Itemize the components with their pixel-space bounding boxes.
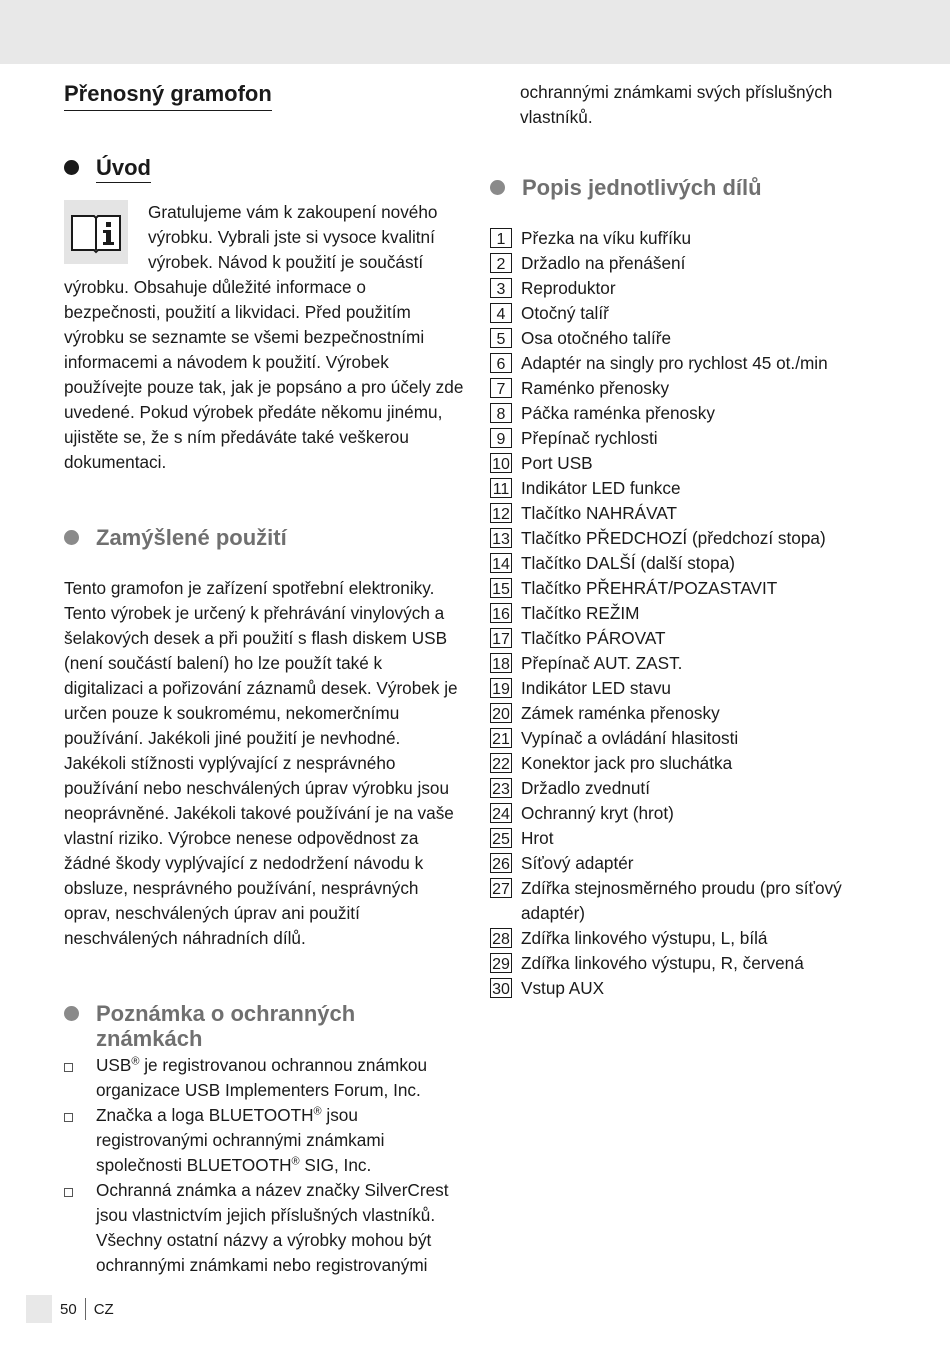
part-number: 23 [490,778,512,798]
part-label: Osa otočného talíře [521,328,672,348]
part-number: 19 [490,678,512,698]
intro-section [64,200,464,475]
parts-heading: Popis jednotlivých dílů [490,175,900,200]
part-item [490,601,900,626]
part-number: 28 [490,928,512,948]
part-label: Tlačítko DALŠÍ (další stopa) [521,553,735,573]
part-label: Přezka na víku kufříku [521,228,692,248]
part-label: Přepínač AUT. ZAST. [521,653,683,673]
part-label: Tlačítko PÁROVAT [521,628,666,648]
part-item [490,676,900,701]
language-code: CZ [93,1300,114,1318]
bullet-dot-icon [64,160,79,175]
left-column [64,80,464,1278]
part-label: Tlačítko PŘEHRÁT/POZASTAVIT [521,578,778,598]
part-item [490,301,900,326]
part-number: 21 [490,728,512,748]
part-label: Adaptér na singly pro rychlost 45 ot./min [521,353,828,373]
part-number: 4 [490,303,512,323]
part-item [490,851,900,876]
part-label: Držadlo zvednutí [521,778,650,798]
part-label: Hrot [521,828,554,848]
part-item [490,551,900,576]
top-band [0,0,950,64]
part-number: 17 [490,628,512,648]
part-number: 2 [490,253,512,273]
part-item [490,751,900,776]
part-number: 20 [490,703,512,723]
trademarks-heading: Poznámka o ochranných známkách [64,1001,464,1051]
part-number: 10 [490,453,512,473]
part-item [490,876,900,926]
intro-text: Gratulujeme vám k zakoupení nového výrobku. Vybrali jste si vysoce kvalitní výrobek. Návod k použití je součástí výrobku. Obsahuje důležité informace o bezpečnosti, použití a likvidaci. Před použitím výrobku se seznamte se všemi bezpečnostními informacemi a návodem k použití. Výrobek používejte pouze tak, jak je popsáno a pro účely zde uvedené. Pokud výrobek předáte někomu jinému, ujistěte se, že s ním předáváte také veškerou dokumentaci. [64,202,464,472]
part-number: 18 [490,653,512,673]
part-number: 9 [490,428,512,448]
part-number: 15 [490,578,512,598]
part-number: 5 [490,328,512,348]
part-number: 7 [490,378,512,398]
part-number: 24 [490,803,512,823]
bullet-dot-icon [64,530,79,545]
bullet-square-icon [64,1113,73,1122]
part-item [490,226,900,251]
intended-use-text: Tento gramofon je zařízení spotřební elektroniky. Tento výrobek je určený k přehrávání vinylových a šelakových desek a při použití s flash diskem USB (není součástí balení) ho lze použít také k digitalizaci a pořizování záznamů desek. Výrobek je určen pouze k soukromému, nekomerčnímu používání. Jakékoli jiné použití je nevhodné. Jakékoli stížnosti vyplývající z nesprávného používání nebo neschválených úprav výrobku jsou neoprávněné. Jakékoli takové používání je na vaše vlastní riziko. Výrobce nenese odpovědnost za žádné škody vyplývající z nedodržení návodu k obsluze, nesprávného používání, nesprávných oprav, neschválených úprav ani použití neschválených náhradních dílů. [64,578,458,948]
part-item [490,426,900,451]
part-number: 3 [490,278,512,298]
part-item [490,251,900,276]
part-item [490,626,900,651]
part-item [490,501,900,526]
part-item [490,651,900,676]
part-item [490,576,900,601]
part-item [490,801,900,826]
part-number: 1 [490,228,512,248]
part-number: 29 [490,953,512,973]
part-label: Držadlo na přenášení [521,253,686,273]
part-item [490,351,900,376]
part-label: Indikátor LED funkce [521,478,681,498]
part-label: Indikátor LED stavu [521,678,671,698]
bullet-square-icon [64,1188,73,1197]
part-label: Přepínač rychlosti [521,428,658,448]
part-number: 26 [490,853,512,873]
part-number: 27 [490,878,512,898]
part-item [490,951,900,976]
part-number: 22 [490,753,512,773]
part-number: 25 [490,828,512,848]
part-number: 8 [490,403,512,423]
bullet-dot-icon [490,180,505,195]
part-label: Zdířka linkového výstupu, L, bílá [521,928,768,948]
part-label: Tlačítko NAHRÁVAT [521,503,677,523]
part-item [490,726,900,751]
part-label: Raménko přenosky [521,378,670,398]
right-column [490,80,900,1001]
part-label: Síťový adaptér [521,853,634,873]
intended-use-heading: Zamýšlené použití [64,525,464,550]
part-item [490,476,900,501]
bullet-dot-icon [64,1006,79,1021]
part-label: Ochranný kryt (hrot) [521,803,674,823]
part-number: 30 [490,978,512,998]
part-label: Reproduktor [521,278,616,298]
trademarks-continuation: ochrannými známkami svých příslušných vlastníků. [520,82,833,127]
page-number: 50 [60,1300,77,1318]
part-label: Konektor jack pro sluchátka [521,753,733,773]
list-item: USB® je registrovanou ochrannou známkou organizace USB Implementers Forum, Inc. [64,1053,464,1103]
part-label: Zdířka stejnosměrného proudu (pro síťový adaptér) [521,878,842,923]
parts-list [490,226,900,1001]
part-number: 13 [490,528,512,548]
page-footer [26,1295,114,1323]
part-number: 12 [490,503,512,523]
part-item [490,526,900,551]
part-label: Zdířka linkového výstupu, R, červená [521,953,804,973]
part-item [490,326,900,351]
part-item [490,976,900,1001]
info-manual-icon [64,200,128,264]
part-label: Port USB [521,453,593,473]
part-item [490,376,900,401]
part-item [490,926,900,951]
list-item: Ochranná známka a název značky SilverCrest jsou vlastnictvím jejich příslušných vlastníků. Všechny ostatní názvy a výrobky mohou být ochrannými známkami nebo registrovanými [64,1178,464,1278]
part-item [490,401,900,426]
part-item [490,776,900,801]
intro-heading: Úvod [64,155,464,183]
part-label: Vypínač a ovládání hlasitosti [521,728,739,748]
page-title: Přenosný gramofon [64,80,272,111]
part-number: 14 [490,553,512,573]
part-item [490,701,900,726]
part-label: Otočný talíř [521,303,609,323]
part-label: Tlačítko REŽIM [521,603,640,623]
part-number: 11 [490,478,512,498]
part-label: Zámek raménka přenosky [521,703,720,723]
part-item [490,451,900,476]
footer-tab [26,1295,52,1323]
bullet-square-icon [64,1063,73,1072]
part-label: Páčka raménka přenosky [521,403,715,423]
part-item [490,276,900,301]
part-number: 16 [490,603,512,623]
footer-divider [85,1298,86,1320]
part-label: Tlačítko PŘEDCHOZÍ (předchozí stopa) [521,528,826,548]
trademarks-list [64,1053,464,1278]
part-number: 6 [490,353,512,373]
list-item: Značka a loga BLUETOOTH® jsou registrovanými ochrannými známkami společnosti BLUETOOTH® SIG, Inc. [64,1103,464,1178]
part-item [490,826,900,851]
part-label: Vstup AUX [521,978,605,998]
